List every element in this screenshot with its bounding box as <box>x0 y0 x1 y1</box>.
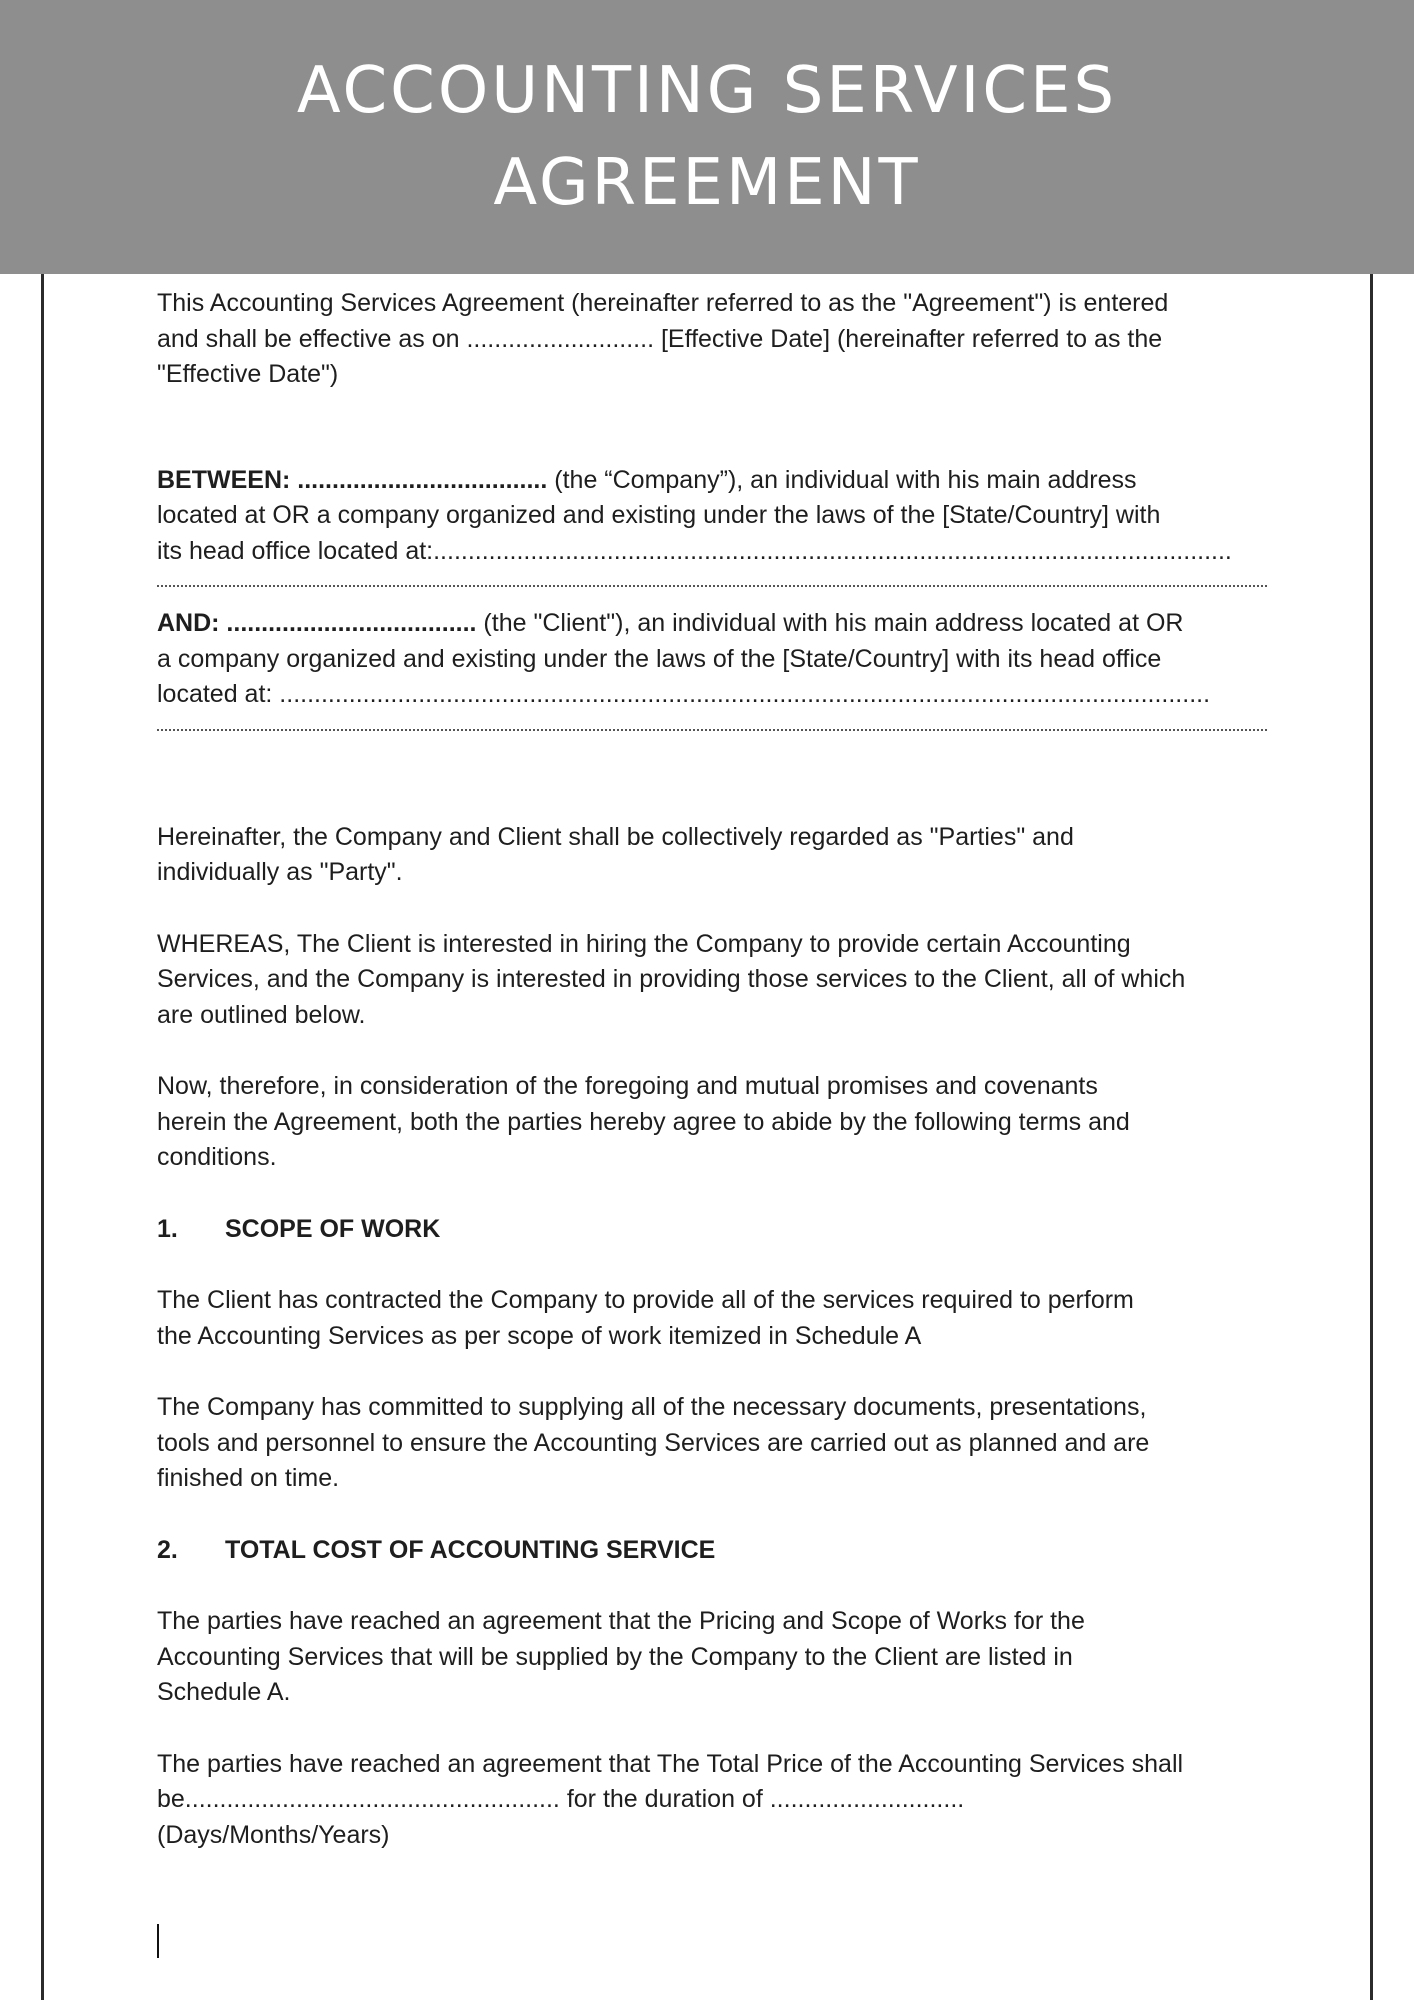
intro-line-1: This Accounting Services Agreement (hereinafter referred to as the "Agreement") is entered <box>157 289 1169 317</box>
section-2-heading <box>157 1533 1267 1569</box>
banner-title-line-1: ACCOUNTING SERVICES <box>296 54 1118 128</box>
whereas-paragraph <box>157 927 1267 1034</box>
section-1-p1-line-2: the Accounting Services as per scope of work itemized in Schedule A <box>157 1321 922 1350</box>
and-label: AND: .................................... <box>157 609 477 637</box>
between-label: BETWEEN: .................................... <box>157 465 548 494</box>
whereas-line-1: WHEREAS, The Client is interested in hiring the Company to provide certain Accounting <box>157 929 1131 958</box>
between-line-3: its head office located at:................................................................................................................... <box>157 536 1232 565</box>
intro-line-2: and shall be effective as on ........................... [Effective Date] (hereinafter referred to as the <box>157 324 1163 353</box>
section-1-paragraph-1 <box>157 1283 1267 1354</box>
and-line-1-rest: (the "Client"), an individual with his main address located at OR <box>476 609 1184 637</box>
document-body <box>157 286 1267 1853</box>
section-2-p2-line-2: be...................................................... for the duration of ............................ <box>157 1785 965 1813</box>
section-1-p2-line-2: tools and personnel to ensure the Accounting Services are carried out as planned and are <box>157 1428 1150 1457</box>
section-2-p2-line-3: (Days/Months/Years) <box>157 1820 390 1849</box>
now-line-1: Now, therefore, in consideration of the foregoing and mutual promises and covenants <box>157 1072 1098 1100</box>
section-2-number: 2. <box>157 1535 178 1564</box>
whereas-line-2: Services, and the Company is interested in providing those services to the Client, all of which <box>157 965 1186 993</box>
title-banner <box>0 0 1414 274</box>
between-address-blank-line <box>157 569 1267 587</box>
section-2-p2-line-1: The parties have reached an agreement that The Total Price of the Accounting Services shall <box>157 1749 1184 1778</box>
banner-title-line-2: AGREEMENT <box>493 146 921 220</box>
intro-line-3: "Effective Date") <box>157 360 339 388</box>
section-1-p1-line-1: The Client has contracted the Company to provide all of the services required to perform <box>157 1286 1134 1314</box>
parties-line-1: Hereinafter, the Company and Client shall be collectively regarded as "Parties" and <box>157 822 1074 851</box>
text-cursor[interactable] <box>157 1924 159 1958</box>
section-2-title: TOTAL COST OF ACCOUNTING SERVICE <box>225 1535 716 1564</box>
and-line-2: a company organized and existing under the laws of the [State/Country] with its head office <box>157 644 1162 673</box>
now-line-2: herein the Agreement, both the parties hereby agree to abide by the following terms and <box>157 1107 1130 1136</box>
and-paragraph <box>157 606 1267 731</box>
and-address-blank-line <box>157 713 1267 731</box>
section-1-p2-line-3: finished on time. <box>157 1464 340 1492</box>
between-line-2: located at OR a company organized and existing under the laws of the [State/Country] with <box>157 501 1161 529</box>
section-1-heading <box>157 1212 1267 1248</box>
between-line-1 <box>157 463 1267 499</box>
page-border-right <box>1370 274 1373 2000</box>
section-1-number: 1. <box>157 1214 178 1243</box>
parties-paragraph <box>157 820 1267 891</box>
section-1-p2-line-1: The Company has committed to supplying all of the necessary documents, presentations, <box>157 1393 1147 1421</box>
section-2-paragraph-1 <box>157 1604 1267 1711</box>
whereas-line-3: are outlined below. <box>157 1000 366 1029</box>
and-line-1 <box>157 606 1267 642</box>
intro-paragraph <box>157 286 1267 393</box>
section-2-p1-line-2: Accounting Services that will be supplied by the Company to the Client are listed in <box>157 1642 1073 1671</box>
parties-line-2: individually as "Party". <box>157 858 403 886</box>
section-1-paragraph-2 <box>157 1390 1267 1497</box>
section-2-p1-line-3: Schedule A. <box>157 1678 291 1706</box>
section-1-title: SCOPE OF WORK <box>225 1214 441 1243</box>
between-paragraph <box>157 463 1267 588</box>
between-line-1-rest: (the “Company”), an individual with his main address <box>547 465 1137 494</box>
section-2-p1-line-1: The parties have reached an agreement that the Pricing and Scope of Works for the <box>157 1607 1085 1635</box>
page-border-left <box>41 274 44 2000</box>
and-line-3: located at: ...................................................................................................................................... <box>157 680 1211 708</box>
now-therefore-paragraph <box>157 1069 1267 1176</box>
section-2-paragraph-2 <box>157 1747 1267 1854</box>
now-line-3: conditions. <box>157 1143 277 1171</box>
